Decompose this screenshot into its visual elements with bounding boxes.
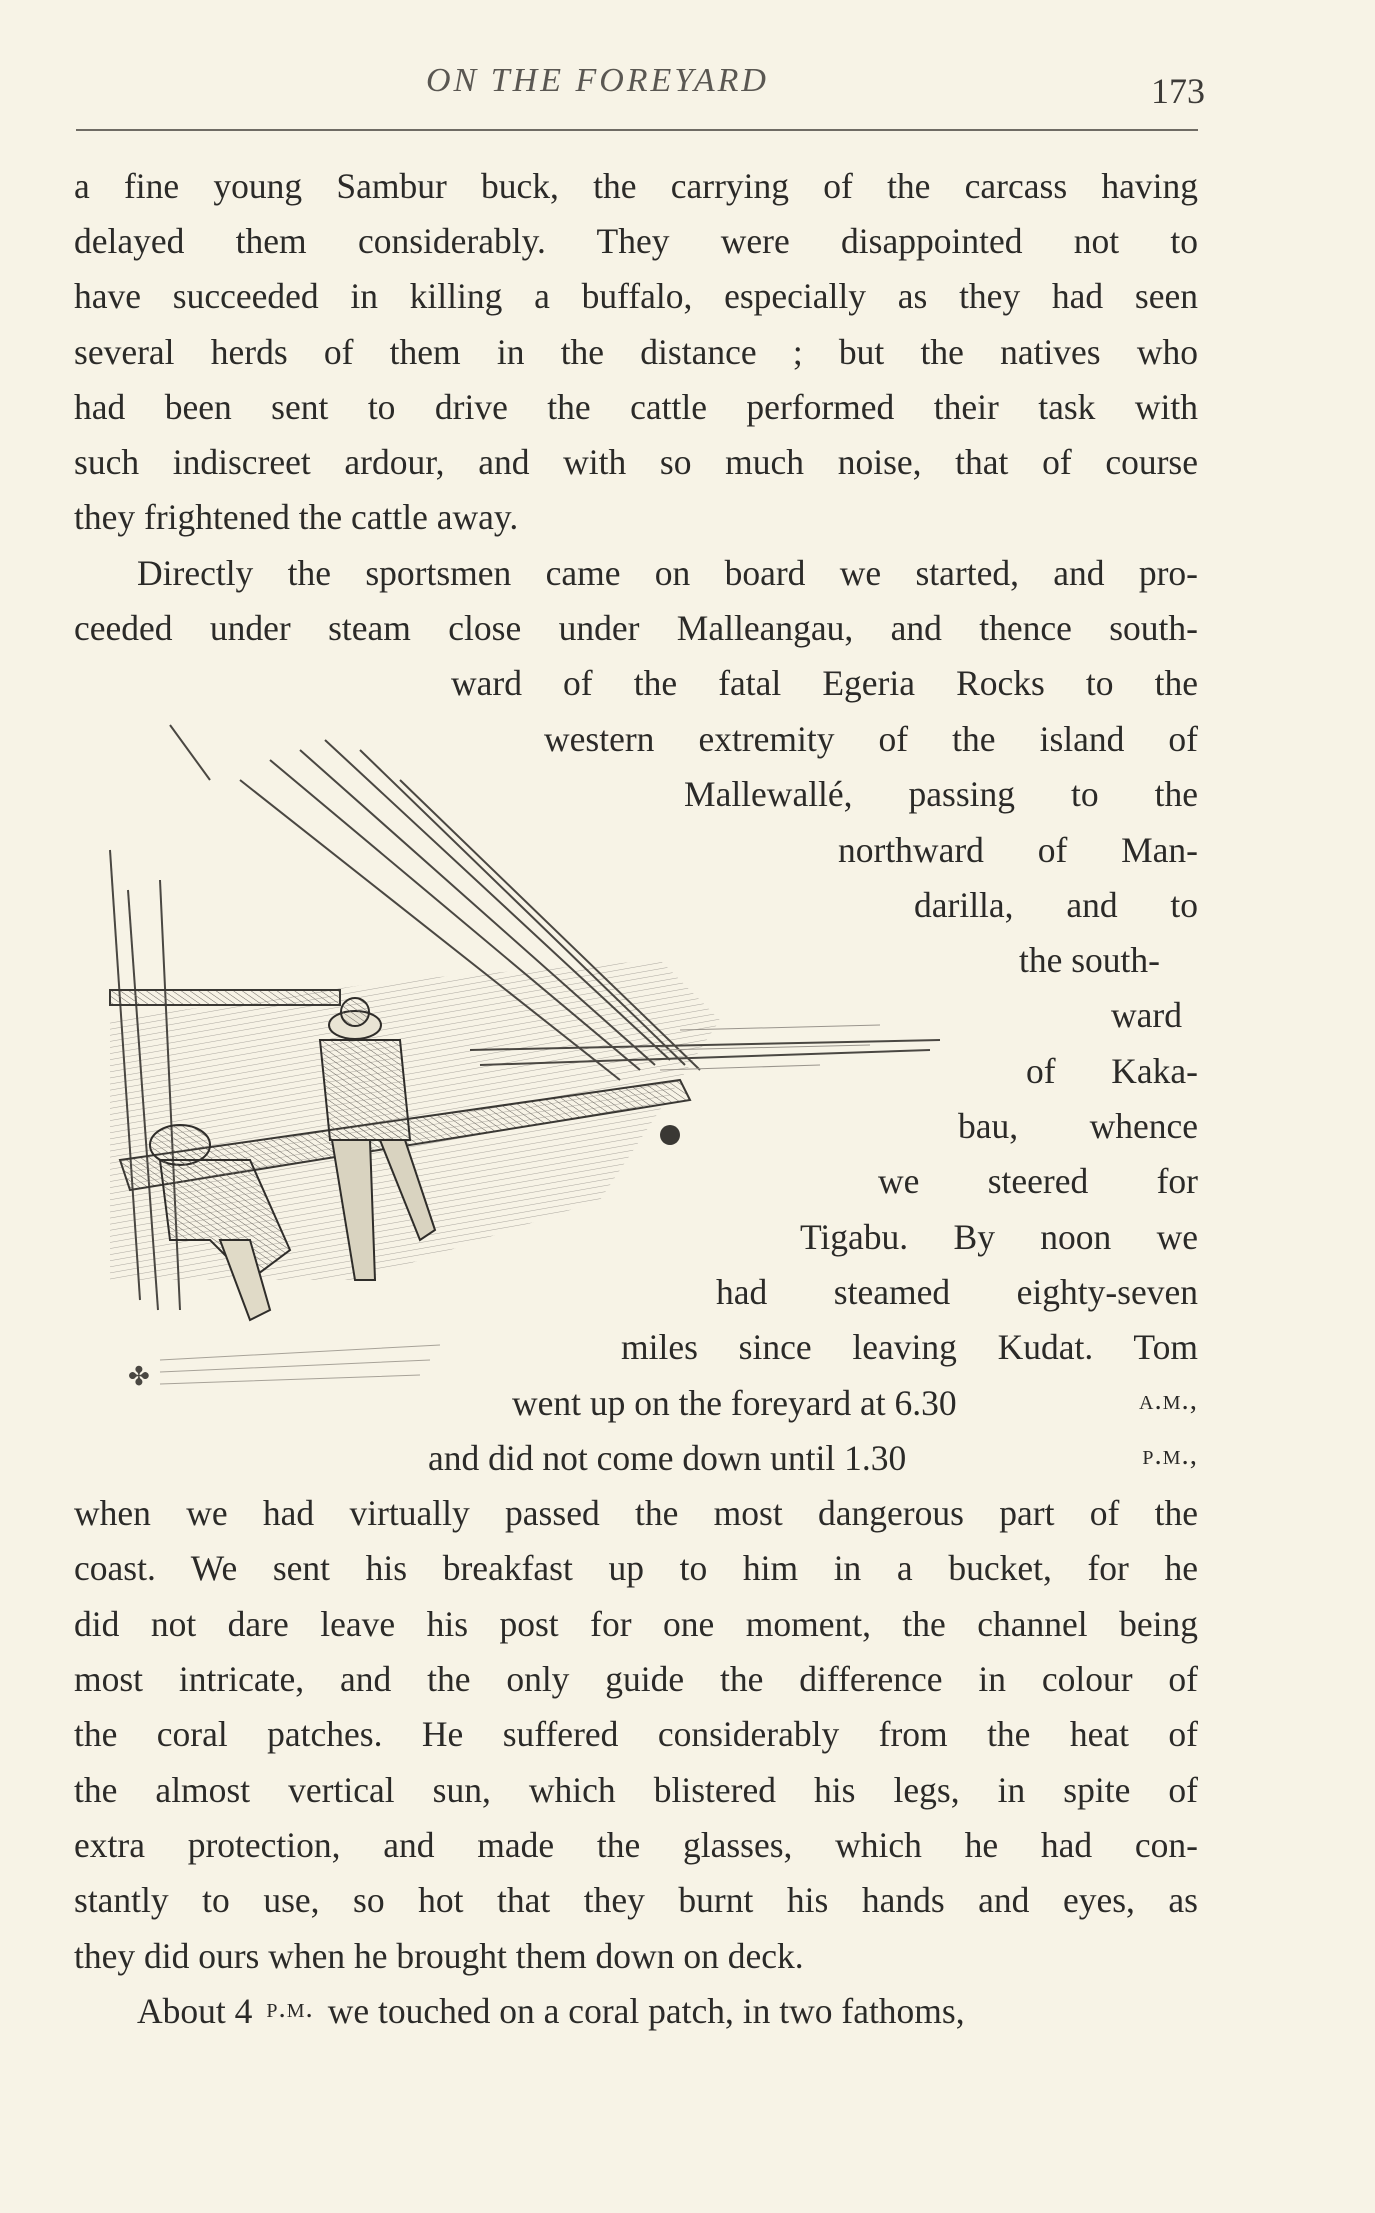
text-line: a fine young Sambur buck, the carrying of the carcass having [74, 166, 1198, 206]
text-line: such indiscreet ardour, and with so much noise, that of course [74, 442, 1198, 482]
text-line [512, 1383, 1198, 1423]
page-number: 173 [1151, 71, 1205, 111]
text-line: Tigabu. By noon we [800, 1217, 1198, 1257]
text-fragment: we touched on a coral patch, in two fathoms, [327, 1991, 965, 2031]
text-line: when we had virtually passed the most dangerous part of the [74, 1493, 1198, 1533]
text-line: had been sent to drive the cattle performed their task with [74, 387, 1198, 427]
time-abbreviation: p.m. [266, 1992, 314, 2024]
time-abbreviation: p.m., [1142, 1439, 1198, 1471]
text-line: they frightened the cattle away. [74, 497, 519, 537]
text-line: Directly the sportsmen came on board we started, and pro- [137, 553, 1198, 593]
text-line [428, 1438, 1198, 1478]
text-line: of Kaka- [1026, 1051, 1198, 1091]
text-line: bau, whence [958, 1106, 1198, 1146]
text-line: most intricate, and the only guide the difference in colour of [74, 1659, 1198, 1699]
running-title: ON THE FOREYARD [426, 62, 769, 99]
text-line: several herds of them in the distance ; but the natives who [74, 332, 1198, 372]
text-line: Mallewallé, passing to the [684, 774, 1198, 814]
text-fragment: and did not come down until 1.30 [428, 1438, 907, 1478]
text-line: western extremity of the island of [544, 719, 1198, 759]
header-rule [76, 129, 1198, 131]
text-fragment: About 4 [137, 1991, 253, 2031]
text-line: the almost vertical sun, which blistered his legs, in spite of [74, 1770, 1198, 1810]
text-line: they did ours when he brought them down on deck. [74, 1936, 804, 1976]
time-abbreviation: a.m., [1139, 1384, 1198, 1416]
text-line: darilla, and to [914, 885, 1198, 925]
text-line: the south- [1019, 940, 1160, 980]
foreyard-engraving [100, 720, 1000, 1423]
text-fragment: went up on the foreyard at 6.30 [512, 1383, 957, 1423]
text-line: coast. We sent his breakfast up to him in a bucket, for he [74, 1548, 1198, 1588]
text-line: the coral patches. He suffered considerably from the heat of [74, 1714, 1198, 1754]
text-line: northward of Man- [838, 830, 1198, 870]
text-line: did not dare leave his post for one moment, the channel being [74, 1604, 1198, 1644]
text-line: stantly to use, so hot that they burnt his hands and eyes, as [74, 1880, 1198, 1920]
text-line: delayed them considerably. They were disappointed not to [74, 221, 1198, 261]
text-line [137, 1991, 1198, 2031]
text-line: had steamed eighty-seven [716, 1272, 1198, 1312]
text-line: ward [1111, 995, 1182, 1035]
text-line: miles since leaving Kudat. Tom [621, 1327, 1198, 1367]
svg-text:✤: ✤ [128, 1362, 150, 1391]
text-line: extra protection, and made the glasses, which he had con- [74, 1825, 1198, 1865]
text-line: have succeeded in killing a buffalo, especially as they had seen [74, 276, 1198, 316]
text-line: ward of the fatal Egeria Rocks to the [451, 663, 1198, 703]
text-line: we steered for [878, 1161, 1198, 1201]
text-line: ceeded under steam close under Malleangau, and thence south- [74, 608, 1198, 648]
